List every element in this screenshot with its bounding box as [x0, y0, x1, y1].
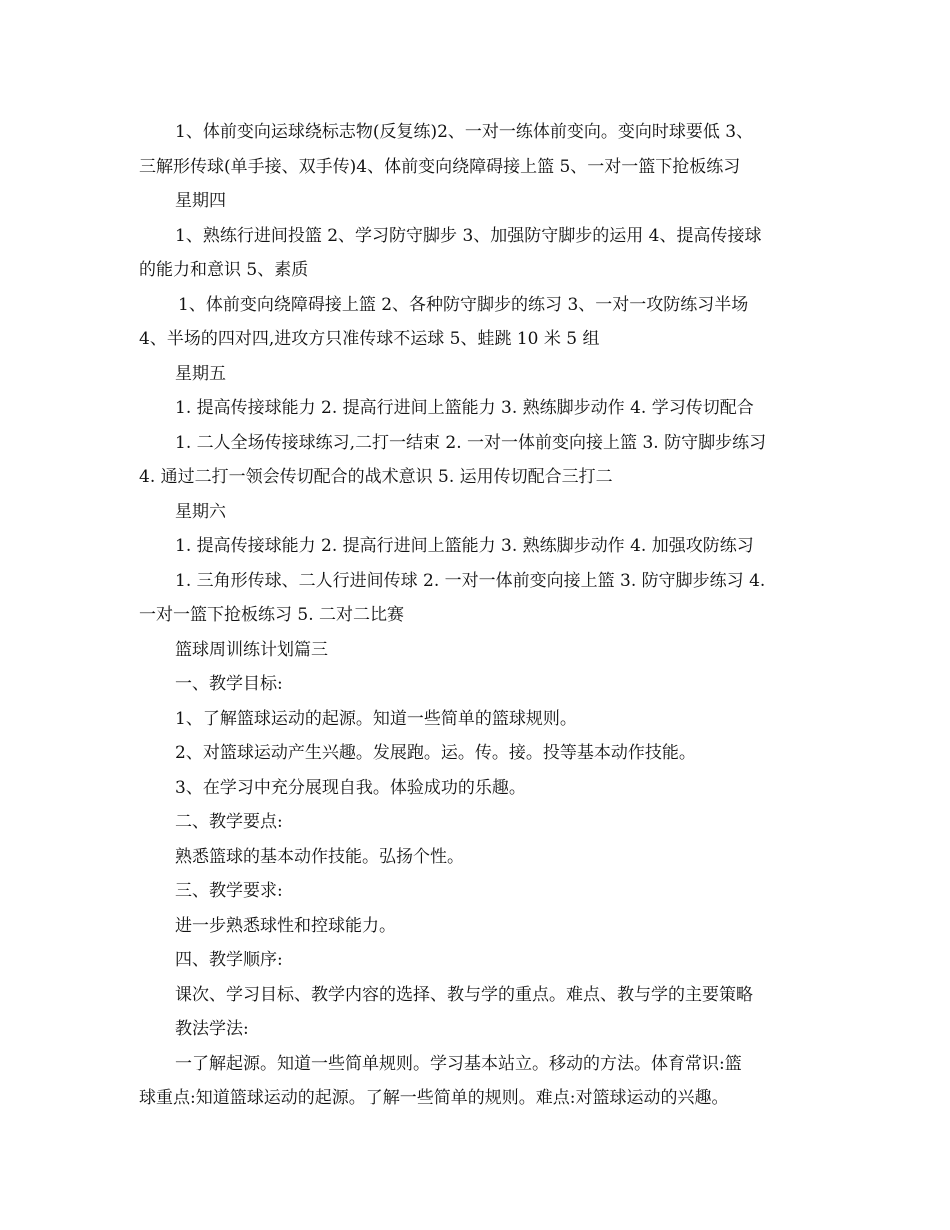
- section-heading: 二、教学要点:: [175, 812, 283, 832]
- paragraph-line: 课次、学习目标、教学内容的选择、教与学的重点。难点、教与学的主要策略: [175, 985, 753, 1005]
- paragraph-line: 2、对篮球运动产生兴趣。发展跑。运。传。接。投等基本动作技能。: [175, 743, 696, 763]
- paragraph-line: 1. 提高传接球能力 2. 提高行进间上篮能力 3. 熟练脚步动作 4. 学习传切配合: [175, 398, 754, 418]
- paragraph-line: 三解形传球(单手接、双手传)4、体前变向绕障碍接上篮 5、一对一篮下抢板练习: [139, 157, 741, 177]
- section-heading: 一、教学目标:: [175, 674, 283, 694]
- paragraph-line: 1、了解篮球运动的起源。知道一些简单的篮球规则。: [175, 709, 577, 729]
- section-heading: 星期四: [175, 191, 226, 211]
- paragraph-line: 3、在学习中充分展现自我。体验成功的乐趣。: [175, 778, 526, 798]
- paragraph-line: 1. 二人全场传接球练习,二打一结束 2. 一对一体前变向接上篮 3. 防守脚步练习: [175, 433, 767, 453]
- paragraph-line: 教法学法:: [175, 1019, 249, 1039]
- section-heading: 四、教学顺序:: [175, 950, 283, 970]
- paragraph-line: 1、体前变向绕障碍接上篮 2、各种防守脚步的练习 3、一对一攻防练习半场: [178, 295, 749, 315]
- paragraph-line: 4、半场的四对四,进攻方只准传球不运球 5、蛙跳 10 米 5 组: [139, 329, 600, 349]
- paragraph-line: 熟悉篮球的基本动作技能。弘扬个性。: [175, 847, 464, 867]
- section-title: 篮球周训练计划篇三: [175, 640, 328, 660]
- paragraph-line: 1、熟练行进间投篮 2、学习防守脚步 3、加强防守脚步的运用 4、提高传接球: [175, 226, 762, 246]
- paragraph-line: 球重点:知道篮球运动的起源。了解一些简单的规则。难点:对篮球运动的兴趣。: [139, 1088, 729, 1108]
- section-heading: 星期五: [175, 364, 226, 384]
- paragraph-line: 一了解起源。知道一些简单规则。学习基本站立。移动的方法。体育常识:篮: [175, 1054, 742, 1074]
- section-heading: 星期六: [175, 502, 226, 522]
- paragraph-line: 1、体前变向运球绕标志物(反复练)2、一对一练体前变向。变向时球要低 3、: [175, 122, 754, 142]
- paragraph-line: 进一步熟悉球性和控球能力。: [175, 916, 396, 936]
- paragraph-line: 一对一篮下抢板练习 5. 二对二比赛: [139, 605, 405, 625]
- paragraph-line: 的能力和意识 5、素质: [139, 260, 309, 280]
- paragraph-line: 4. 通过二打一领会传切配合的战术意识 5. 运用传切配合三打二: [139, 467, 613, 487]
- section-heading: 三、教学要求:: [175, 881, 283, 901]
- paragraph-line: 1. 提高传接球能力 2. 提高行进间上篮能力 3. 熟练脚步动作 4. 加强攻防练习: [175, 536, 754, 556]
- paragraph-line: 1. 三角形传球、二人行进间传球 2. 一对一体前变向接上篮 3. 防守脚步练习 4.: [175, 571, 766, 591]
